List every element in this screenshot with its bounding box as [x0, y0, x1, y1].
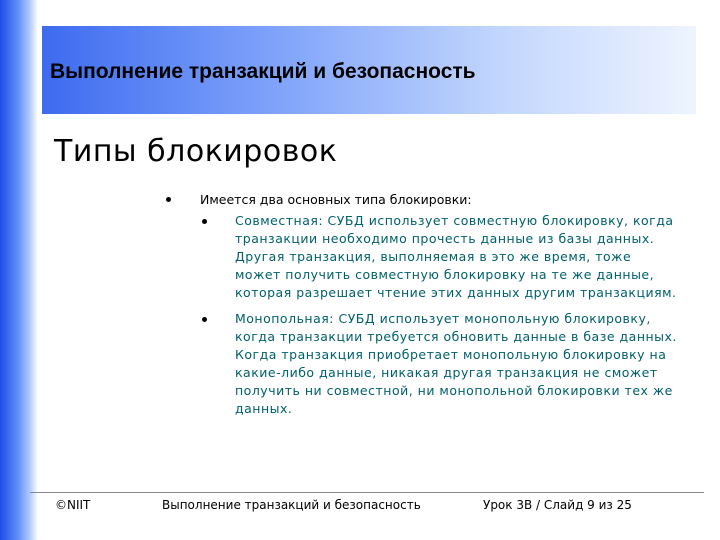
sub-bullet-text: Монопольная: СУБД использует монопольную блокировку, когда транзакции требуется обновить данные в базе данных. Когда транзакция приобретает монопольную блокировку на какие-либо данные, никакая другая транзакция не сможет получить ни совместной, ни монопольной блокировки тех же данных. — [235, 311, 677, 416]
bullet-intro — [164, 191, 684, 208]
sub-bullet-exclusive-lock — [164, 310, 680, 418]
bullet-dot-icon — [202, 317, 207, 322]
bullet-dot-icon — [166, 197, 171, 202]
left-gradient-bar — [0, 0, 38, 540]
footer-course-title: Выполнение транзакций и безопасность — [162, 498, 421, 512]
bullet-intro-text: Имеется два основных типа блокировки: — [200, 192, 472, 207]
sub-bullet-list — [164, 212, 684, 418]
footer-divider — [30, 492, 704, 493]
sub-bullet-text: Совместная: СУБД использует совместную блокировку, когда транзакции необходимо прочесть данные из базы данных. Другая транзакция, выполняемая в это же время, тоже может получить совместную блокировку на те же данные, которая разрешает чтение этих данных другим транзакциям. — [235, 213, 677, 300]
bullet-dot-icon — [202, 219, 207, 224]
slide-heading: Типы блокировок — [54, 134, 338, 169]
footer-copyright: ©NIIT — [55, 498, 91, 512]
slide-content — [164, 191, 684, 426]
footer-slide-info: Урок 3В / Слайд 9 из 25 — [483, 498, 632, 512]
sub-bullet-shared-lock — [164, 212, 680, 302]
header-title: Выполнение транзакций и безопасность — [50, 60, 476, 83]
